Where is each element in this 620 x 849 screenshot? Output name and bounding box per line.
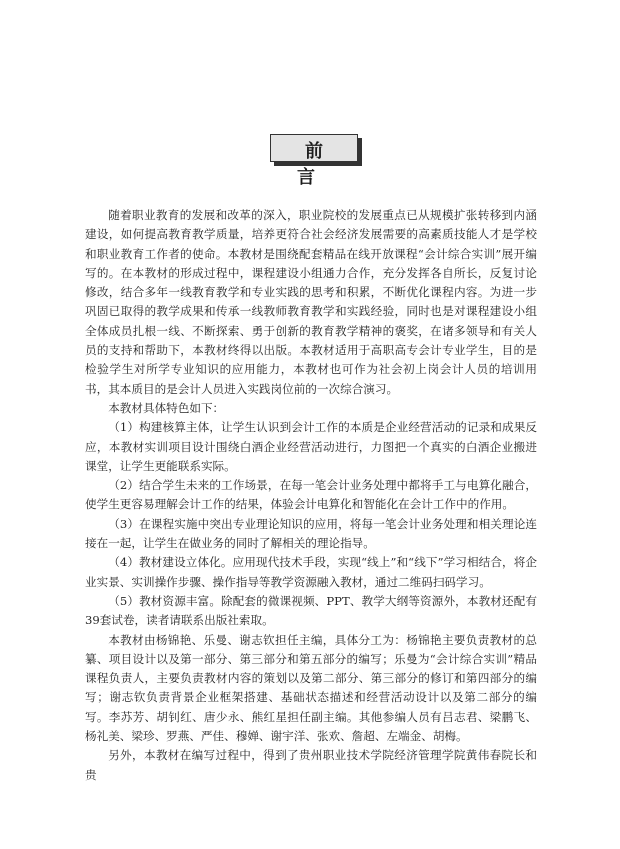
paragraph: （1）构建核算主体，让学生认识到会计工作的本质是企业经营活动的记录和成果反应，本教材实训项目设计围绕白酒企业经营活动进行，力图把一个真实的白酒企业搬进课堂，让学生更能联系实际。	[85, 420, 537, 473]
paragraph: （4）教材建设立体化。应用现代技术手段，实现“线上”和“线下”学习相结合，将企业实景、实训操作步骤、操作指导等教学资源融入教材，通过二维码扫码学习。	[85, 555, 537, 589]
paragraph: 另外，本教材在编写过程中，得到了贵州职业技术学院经济管理学院黄伟春院长和贵	[85, 748, 537, 782]
preface-title-box	[270, 134, 373, 188]
paragraph: 本教材具体特色如下：	[108, 400, 225, 415]
paragraph: （3）在课程实施中突出专业理论知识的应用，将每一笔会计业务处理和相关理论连接在一起，让学生在做业务的同时了解相关的理论指导。	[85, 516, 537, 551]
preface-title: 前 言	[297, 141, 373, 188]
paragraph: 本教材由杨锦艳、乐曼、谢志钦担任主编，具体分工为：杨锦艳主要负责教材的总纂、项目设计以及第一部分、第三部分和第五部分的编写；乐曼为“会计综合实训”精品课程负责人，主要负责教材内容的策划以及第二部分、第三部分的修订和第四部分的编写；谢志钦负责背景企业框架搭建、基础状态描述和经营活动设计以及第二部分的编写。李苏芳、胡钊红、唐少永、熊红星担任副主编。其他参编人员有吕志君、梁鹏飞、杨礼美、梁珍、罗燕、严佳、穆婵、谢宇洋、张欢、詹超、左端金、胡梅。	[85, 632, 537, 744]
paragraph: （5）教材资源丰富。除配套的微课视频、PPT、教学大纲等资源外，本教材还配有39套试卷，读者请联系出版社索取。	[85, 593, 537, 628]
paragraph: 随着职业教育的发展和改革的深入，职业院校的发展重点已从规模扩张转移到内涵建设，如何提高教育教学质量，培养更符合社会经济发展需要的高素质技能人才是学校和职业教育工作者的使命。本教材是围绕配套精品在线开放课程“会计综合实训”展开编写的。在本教材的形成过程中，课程建设小组通力合作，充分发挥各自所长，反复讨论修改，结合多年一线教育教学和专业实践的思考和积累，不断优化课程内容。为进一步巩固已取得的教学成果和传承一线教师教育教学和实践经验，同时也是对课程建设小组全体成员扎根一线、不断探索、勇于创新的教育教学精神的褒奖，在诸多领导和有关人员的支持和帮助下，本教材终得以出版。本教材适用于高职高专会计专业学生，目的是检验学生对所学专业知识的应用能力，本教材也可作为社会初上岗会计人员的培训用书，其本质目的是会计人员进入实践岗位前的一次综合演习。	[85, 208, 537, 396]
preface-body	[85, 206, 537, 785]
paragraph: （2）结合学生未来的工作场景，在每一笔会计业务处理中都将手工与电算化融合，使学生更容易理解会计工作的结果，体验会计电算化和智能化在会计工作中的作用。	[85, 478, 537, 512]
